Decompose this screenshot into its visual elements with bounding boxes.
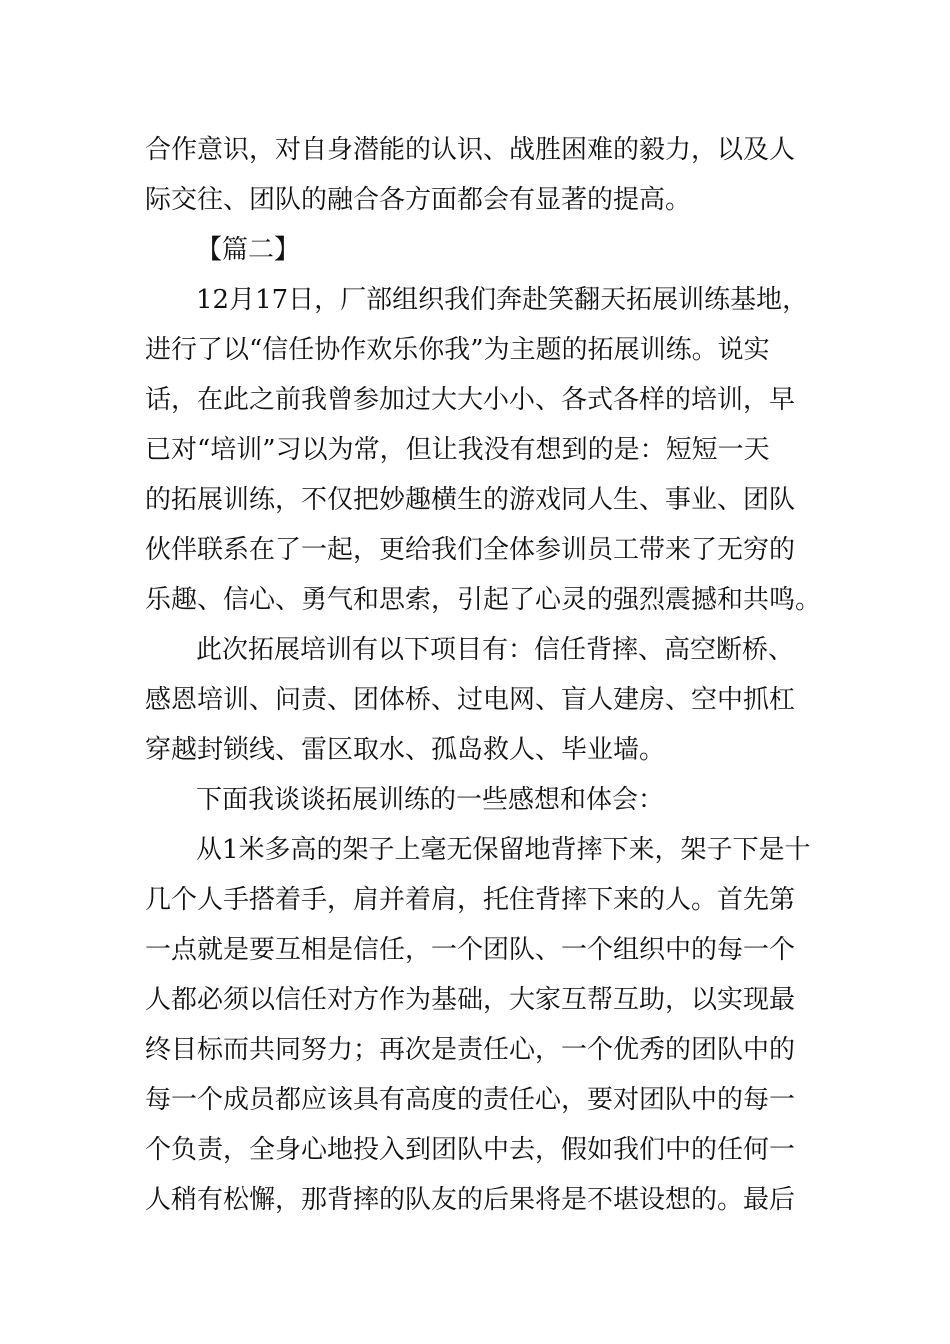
text-line: 从1米多高的架子上毫无保留地背摔下来，架子下是十 — [196, 835, 811, 865]
text-line: 12月17日，厂部组织我们奔赴笑翻天拓展训练基地， — [196, 285, 809, 315]
text-line: 的拓展训练，不仅把妙趣横生的游戏同人生、事业、团队 — [145, 485, 796, 515]
text-line: 人稍有松懈，那背摔的队友的后果将是不堪设想的。最后 — [145, 1185, 796, 1215]
text-line: 一点就是要互相是信任，一个团队、一个组织中的每一个 — [145, 935, 796, 965]
text-line: 下面我谈谈拓展训练的一些感想和体会： — [196, 785, 665, 815]
text-line: 伙伴联系在了一起，更给我们全体参训员工带来了无穷的 — [145, 535, 796, 565]
text-line: 已对“培训”习以为常，但让我没有想到的是：短短一天 — [145, 435, 770, 465]
text-line: 际交往、团队的融合各方面都会有显著的提高。 — [145, 185, 692, 215]
text-line: 人都必须以信任对方作为基础，大家互帮互助，以实现最 — [145, 985, 796, 1015]
text-line: 乐趣、信心、勇气和思索，引起了心灵的强烈震撼和共鸣。 — [145, 585, 822, 615]
text-line: 穿越封锁线、雷区取水、孤岛救人、毕业墙。 — [145, 735, 666, 765]
text-line: 几个人手搭着手，肩并着肩，托住背摔下来的人。首先第 — [145, 885, 796, 915]
text-line: 此次拓展培训有以下项目有：信任背摔、高空断桥、 — [196, 635, 795, 665]
section-heading: 【篇二】 — [196, 235, 301, 265]
text-line: 话，在此之前我曾参加过大大小小、各式各样的培训，早 — [145, 385, 796, 415]
text-line: 合作意识，对自身潜能的认识、战胜困难的毅力，以及人 — [145, 135, 796, 165]
text-line: 进行了以“信任协作欢乐你我”为主题的拓展训练。说实 — [145, 335, 770, 365]
text-line: 每一个成员都应该具有高度的责任心，要对团队中的每一 — [145, 1085, 796, 1115]
text-line: 感恩培训、问责、团体桥、过电网、盲人建房、空中抓杠 — [145, 685, 796, 715]
text-line: 个负责，全身心地投入到团队中去，假如我们中的任何一 — [145, 1135, 796, 1165]
text-line: 终目标而共同努力；再次是责任心，一个优秀的团队中的 — [145, 1035, 796, 1065]
